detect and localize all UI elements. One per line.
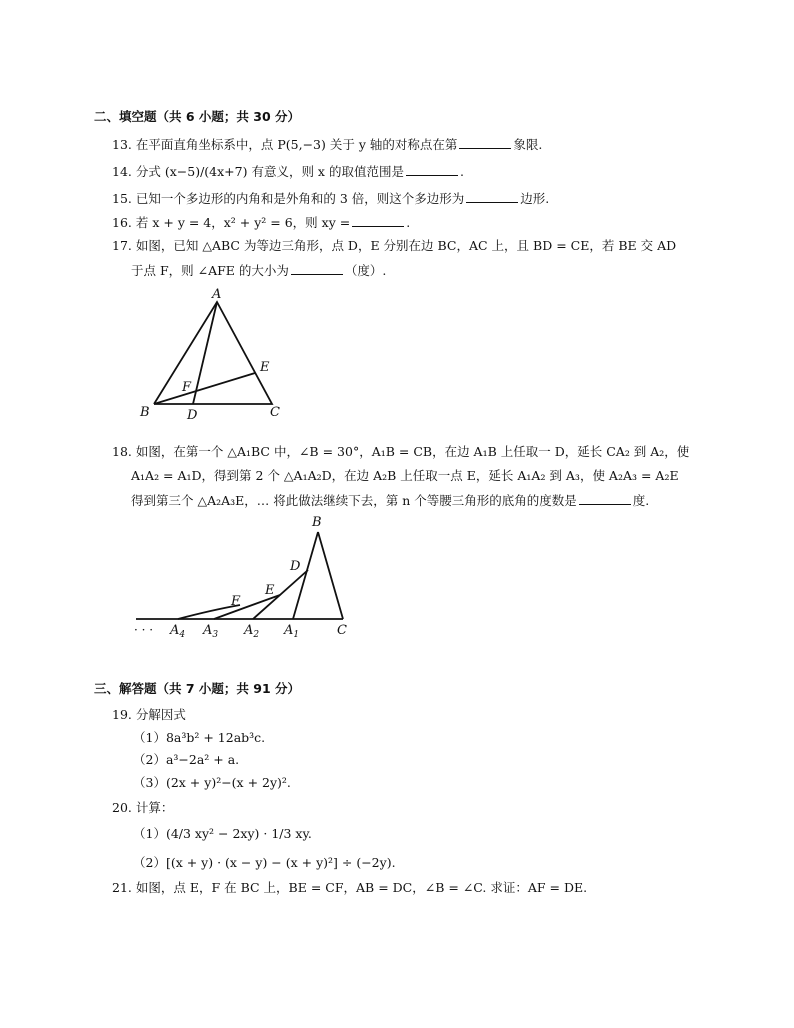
question-14 [112,163,464,180]
question-text: 分式 (x−5)/(4x+7) 有意义，则 x 的取值范围是 [135,164,404,179]
segment-a3e [214,595,280,619]
segment-a1b [293,532,318,619]
question-text-end: 边形. [520,191,550,206]
question-number: 16. [112,215,132,230]
question-16 [112,214,410,231]
question-20 [112,800,173,816]
section-heading-solve: 三、解答题（共 7 小题；共 91 分） [94,681,301,696]
label-e: E [265,583,275,598]
question-number: 19. [112,707,132,722]
label-a: A [212,287,222,302]
label-e: E [260,360,270,375]
answer-blank [466,190,518,203]
question-19-part-3: （3）(2x + y)²−(x + 2y)². [133,775,291,790]
segment-bc [318,532,343,619]
question-text: 计算： [135,800,174,815]
question-number: 20. [112,800,132,815]
label-f: F [182,380,192,395]
label-c: C [337,623,347,638]
section-heading-fill-blank: 二、填空题（共 6 小题；共 30 分） [94,109,301,124]
question-text: 得到第三个 △A₂A₃E，… 将此做法继续下去，第 n 个等腰三角形的底角的度数是 [131,493,577,508]
question-15 [112,190,549,207]
question-text-end: 度. [632,493,650,508]
question-number: 21. [112,880,132,895]
label-d: D [290,559,301,574]
question-text: A₁A₂ = A₁D，得到第 2 个 △A₁A₂D，在边 A₂B 上任取一点 E，延长 A₁A₂ 到 A₃，使 A₂A₃ = A₂E [131,468,679,483]
question-20-part-1: （1）(4/3 xy² − 2xy) · 1/3 xy. [133,826,312,841]
figure-17-triangle [130,282,300,427]
question-text: 于点 F，则 ∠AFE 的大小为 [131,263,289,278]
question-text-end: . [459,164,464,179]
question-20-part-2: （2）[(x + y) · (x − y) − (x + y)²] ÷ (−2y). [133,855,396,870]
answer-blank [579,492,631,505]
question-number: 13. [112,137,132,152]
question-19-part-2: （2）a³−2a² + a. [133,752,240,767]
question-18-line-3 [131,492,649,509]
question-19 [112,707,186,723]
answer-blank [459,136,511,149]
question-text: 如图，在第一个 △A₁BC 中，∠B = 30°，A₁B = CB，在边 A₁B 上任取一 D，延长 CA₂ 到 A₂，使 [135,444,690,459]
question-text-end: . [406,215,411,230]
question-17-line-2 [131,262,386,279]
figure-18-triangles [128,510,358,645]
question-number: 15. [112,191,132,206]
label-b: B [312,515,322,530]
question-number: 17. [112,238,132,253]
question-number: 14. [112,164,132,179]
label-a3: $A_3$ [203,623,219,640]
label-a1: $A_1$ [284,623,300,640]
question-17-line-1 [112,238,676,254]
question-text: 如图，已知 △ABC 为等边三角形，点 D，E 分别在边 BC，AC 上，且 BD = CE，若 BE 交 AD [135,238,677,253]
segment-be [154,373,255,404]
label-c: C [270,405,280,420]
question-text-end: 象限. [513,137,543,152]
question-19-part-1: （1）8a³b² + 12ab³c. [133,730,266,745]
label-continuation-dots: · · · [134,623,154,637]
label-d: D [187,408,198,423]
label-a2: $A_2$ [244,623,260,640]
answer-blank [352,214,404,227]
question-text: 若 x + y = 4，x² + y² = 6，则 xy = [135,215,351,230]
question-number: 18. [112,444,132,459]
question-21 [112,880,587,896]
label-f: F [231,594,241,609]
question-18-line-2 [131,468,679,484]
question-text-end: （度）. [344,263,387,278]
question-text: 如图，点 E，F 在 BC 上，BE = CF，AB = DC，∠B = ∠C. 求证：AF = DE. [135,880,588,895]
question-text: 已知一个多边形的内角和是外角和的 3 倍，则这个多边形为 [135,191,465,206]
question-13 [112,136,542,153]
question-text: 分解因式 [135,707,186,722]
question-18-line-1 [112,444,689,460]
answer-blank [406,163,458,176]
label-a4: $A_4$ [170,623,186,640]
question-text: 在平面直角坐标系中，点 P(5,−3) 关于 y 轴的对称点在第 [135,137,458,152]
label-b: B [140,405,150,420]
answer-blank [291,262,343,275]
